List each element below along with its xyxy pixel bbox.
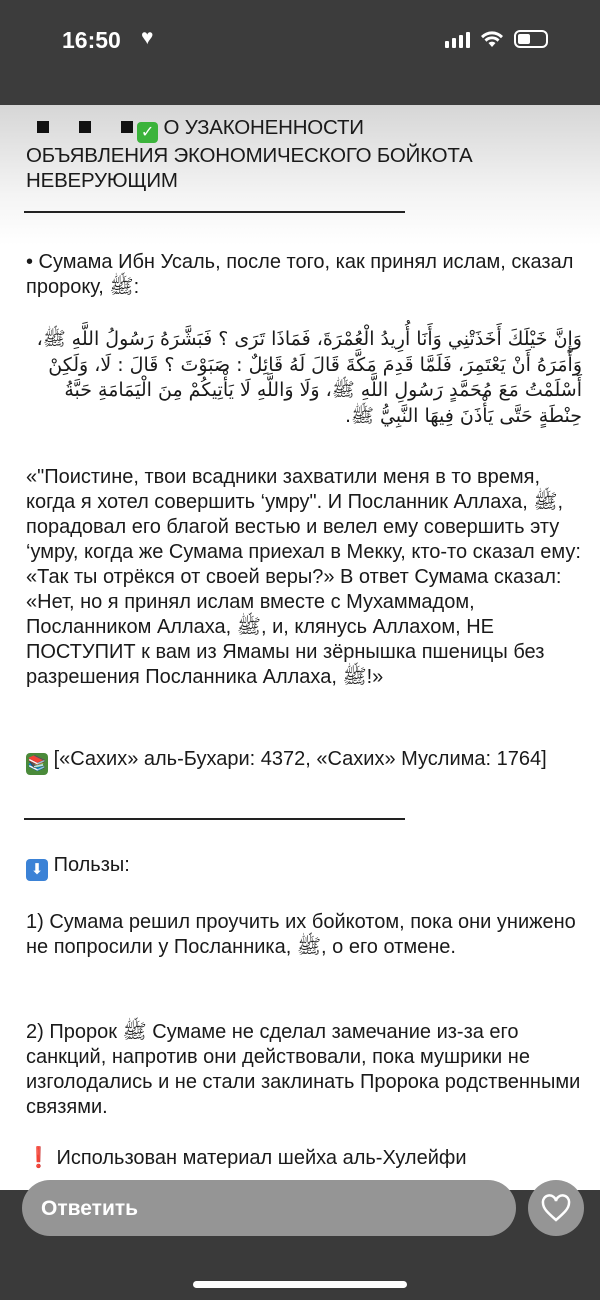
heart-status-icon: ♥ (141, 26, 154, 49)
intro-text: • Сумама Ибн Усаль, после того, как принял ислам, сказал пророку, ﷺ: (26, 251, 574, 298)
message-content (0, 105, 600, 1190)
reply-input[interactable]: Ответить (22, 1180, 516, 1236)
down-arrow-icon: ⬇ (26, 859, 48, 881)
arabic-text: وَإِنَّ خَيْلَكَ أَخَذَتْنِي وَأَنَا أُرِيدُ الْعُمْرَةَ، فَمَاذَا تَرَى ؟ فَبَشَّرَهُ رَسُولُ اللَّهِ ﷺ، وَأَمَرَهُ أَنْ يَعْتَمِرَ، فَلَمَّا قَدِمَ مَكَّةَ قَالَ لَهُ قَائِلٌ : صَبَوْتَ ؟ قَالَ : لَا، وَلَكِنْ أَسْلَمْتُ مَعَ مُحَمَّدٍ رَسُولِ اللَّهِ ﷺ، وَلَا وَاللَّهِ لَا يَأْتِيكُمْ مِنَ الْيَمَامَةِ حَبَّةُ حِنْطَةٍ حَتَّى يَأْذَنَ فِيهَا النَّبِيُّ ﷺ. (36, 328, 582, 427)
home-indicator[interactable] (193, 1281, 407, 1288)
exclamation-icon: ❗ (26, 1147, 51, 1169)
post-title: ✓ О УЗАКОНЕННОСТИ ОБЪЯВЛЕНИЯ ЭКОНОМИЧЕСКОГО БОЙКОТА НЕВЕРУЮЩИМ (26, 116, 473, 192)
books-icon: 📚 (26, 753, 48, 775)
signal-icon (445, 32, 470, 48)
translation-text: «"Поистине, твои всадники захватили меня в то время, когда я хотел совершить ‘умру". И Посланник Аллаха, ﷺ, порадовал его благой вестью и велел ему совершить эту ‘умру, когда же Сумама приехал в Мекку, кто-то сказал ему: «Так ты отрёкся от своей веры?» В ответ Сумама сказал: «Нет, но я принял ислам вместе с Мухаммадом, Посланником Аллаха, ﷺ, и, клянусь Аллахом, НЕ ПОСТУПИТ к вам из Ямамы ни зёрнышка пшеницы без разрешения Посланника Аллаха, ﷺ!» (26, 466, 581, 688)
divider (24, 211, 405, 213)
check-icon: ✓ (137, 122, 158, 143)
benefit-2: 2) Пророк ﷺ Сумаме не сделал замечание из-за его санкций, напротив они действовали, пока мушрики не изголодались и не стали заклинать Пророка родственными связями. (26, 1021, 581, 1118)
source-reference: 📚 [«Сахих» аль-Бухари: 4372, «Сахих» Муслима: 1764] (26, 747, 581, 775)
like-button[interactable] (528, 1180, 584, 1236)
status-bar (0, 0, 600, 105)
heart-icon (541, 1194, 571, 1222)
divider (24, 818, 405, 820)
benefits-heading: ⬇ Пользы: (26, 853, 581, 881)
battery-icon (514, 30, 548, 48)
clock: 16:50 (62, 27, 121, 53)
wifi-icon (480, 30, 504, 48)
benefit-1: 1) Сумама решил проучить их бойкотом, пока они унижено не попросили у Посланника, ﷺ, о его отмене. (26, 911, 576, 958)
source-note: ❗ Использован материал шейха аль-Хулейфи (26, 1147, 467, 1169)
